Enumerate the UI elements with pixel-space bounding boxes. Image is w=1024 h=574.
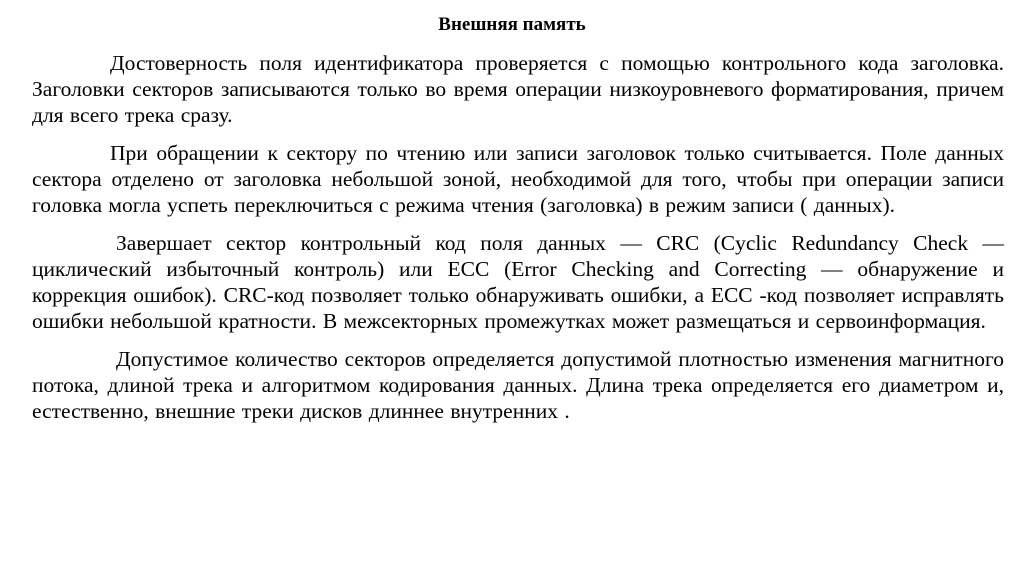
slide-title: Внешняя память xyxy=(438,14,586,35)
paragraph-sector-access: При обращении к сектору по чтению или записи заголовок только считывается. Поле данных сектора отделено от заголовка небольшой зоной, необходимой для того, чтобы при операции записи головка могла успеть переключиться с режима чтения (заголовка) в режим записи ( данных). xyxy=(32,141,1004,217)
paragraph-id-field-check: Достоверность поля идентификатора проверяется с помощью контрольного кода заголовка. Заголовки секторов записываются только во время операции низкоуровневого форматирования, причем для всего трека сразу. xyxy=(32,51,1004,127)
paragraph-sector-count: Допустимое количество секторов определяется допустимой плотностью изменения магнитного потока, длиной трека и алгоритмом кодирования данных. Длина трека определяется его диаметром и, естественно, внешние треки дисков длиннее внутренних . xyxy=(32,347,1004,423)
slide-body xyxy=(32,50,1004,424)
paragraph-crc-ecc: Завершает сектор контрольный код поля данных — CRC (Cyclic Redundancy Check — циклический избыточный контроль) или ECC (Error Checking and Correcting — обнаружение и коррекция ошибок). CRC-код позволяет только обнаруживать ошибки, а ECC -код позволяет исправлять ошибки небольшой кратности. В межсекторных промежутках может размещаться и сервоинформация. xyxy=(32,231,1004,333)
